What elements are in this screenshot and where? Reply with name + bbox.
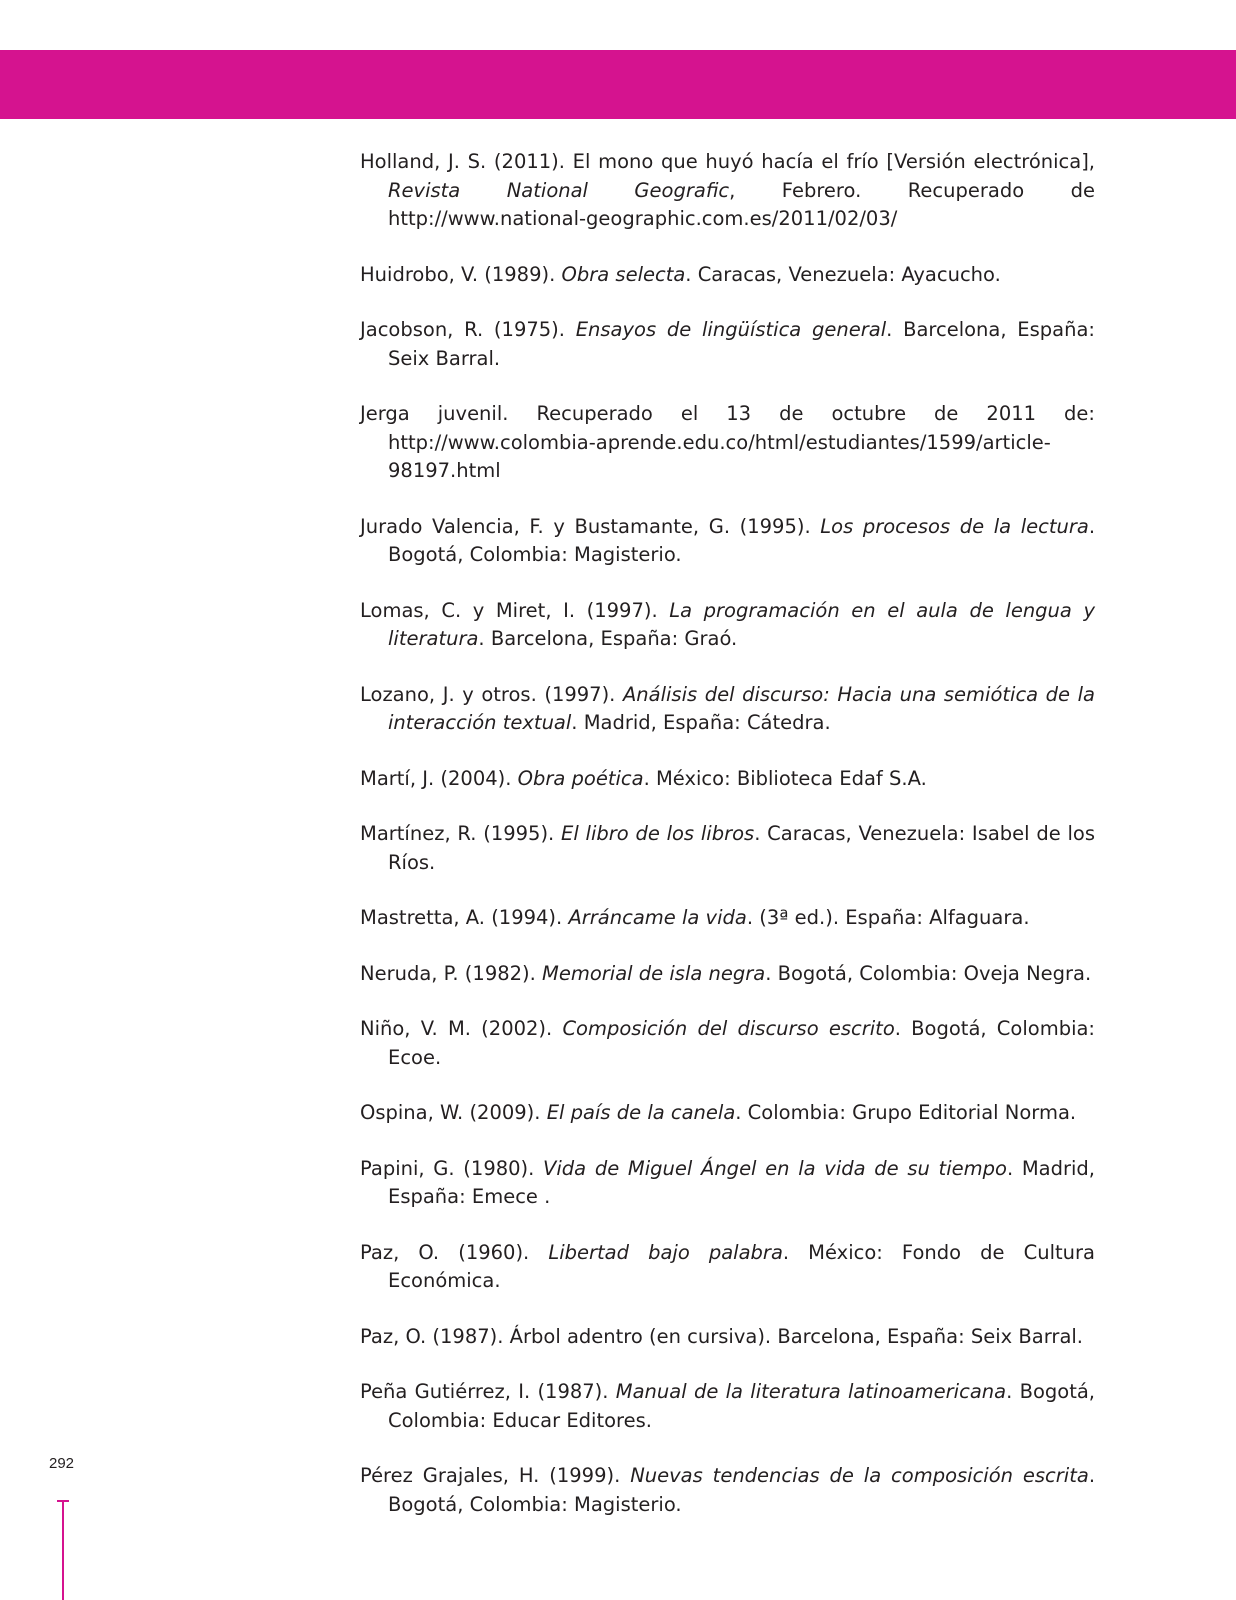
reference-title: El libro de los libros — [561, 822, 755, 845]
reference-entry — [360, 1323, 1095, 1352]
reference-title: Vida de Miguel Ángel en la vida de su tiempo — [543, 1156, 1007, 1180]
reference-prefix: Neruda, P. (1982). — [360, 961, 543, 985]
reference-prefix: Jacobson, R. (1975). — [360, 318, 576, 341]
reference-suffix: . Caracas, Venezuela: Isabel de los Ríos. — [388, 822, 1095, 874]
reference-prefix: Holland, J. S. (2011). El mono que huyó hacía el frío [Versión electrónica], — [360, 150, 1095, 173]
reference-suffix: . Bogotá, Colombia: Ecoe. — [388, 1017, 1096, 1069]
reference-prefix: Lomas, C. y Miret, I. (1997). — [360, 598, 670, 622]
reference-title: Revista National Geografic — [388, 178, 730, 202]
reference-entry — [360, 820, 1095, 877]
reference-entry — [360, 960, 1095, 989]
reference-entry — [360, 597, 1095, 654]
reference-suffix: . (3ª ed.). España: Alfaguara. — [746, 906, 1030, 929]
reference-entry — [360, 1155, 1095, 1212]
reference-suffix: . Bogotá, Colombia: Oveja Negra. — [765, 961, 1092, 985]
reference-title: Memorial de isla negra — [542, 961, 766, 985]
reference-suffix: . Bogotá, Colombia: Magisterio. — [388, 1464, 1096, 1516]
reference-title: Arráncame la vida — [568, 906, 747, 929]
reference-suffix: . México: Biblioteca Edaf S.A. — [643, 766, 927, 790]
reference-prefix: Martínez, R. (1995). — [360, 822, 562, 845]
reference-entry — [360, 904, 1095, 933]
reference-title: Análisis del discurso: Hacia una semiótica de la interacción textual — [388, 682, 1095, 734]
reference-entry — [360, 400, 1095, 486]
reference-suffix: . Caracas, Venezuela: Ayacucho. — [685, 262, 1001, 286]
reference-suffix: , Febrero. Recuperado de http://www.national-geographic.com.es/2011/02/03/ — [388, 178, 1095, 230]
reference-prefix: Paz, O. (1960). — [360, 1240, 549, 1264]
header-band — [0, 50, 1236, 119]
reference-prefix: Huidrobo, V. (1989). — [360, 262, 562, 286]
reference-prefix: Pérez Grajales, H. (1999). — [360, 1464, 631, 1487]
reference-prefix: Martí, J. (2004). — [360, 766, 518, 790]
reference-title: Ensayos de lingüística general — [575, 318, 887, 341]
reference-prefix: Jurado Valencia, F. y Bustamante, G. (1995). — [360, 514, 821, 538]
reference-entry — [360, 765, 1095, 794]
reference-entry — [360, 1099, 1095, 1128]
reference-prefix: Ospina, W. (2009). — [360, 1101, 547, 1124]
reference-suffix: . Bogotá, Colombia: Educar Editores. — [388, 1380, 1095, 1432]
reference-entry — [360, 316, 1095, 373]
reference-prefix: Paz, O. (1987). Árbol adentro (en cursiva). Barcelona, España: Seix Barral. — [360, 1324, 1084, 1348]
reference-prefix: Mastretta, A. (1994). — [360, 906, 569, 929]
reference-suffix: . Barcelona, España: Graó. — [478, 627, 738, 650]
reference-prefix: Peña Gutiérrez, I. (1987). — [360, 1380, 616, 1403]
reference-suffix: . Madrid, España: Cátedra. — [571, 711, 831, 734]
reference-entry — [360, 1239, 1095, 1296]
reference-entry — [360, 148, 1095, 234]
reference-entry — [360, 1462, 1095, 1519]
reference-suffix: . Colombia: Grupo Editorial Norma. — [735, 1101, 1077, 1124]
reference-title: La programación en el aula de lengua y literatura — [388, 598, 1095, 650]
reference-suffix: . México: Fondo de Cultura Económica. — [388, 1240, 1095, 1292]
reference-title: El país de la canela — [546, 1101, 736, 1124]
reference-prefix: Papini, G. (1980). — [360, 1156, 544, 1180]
reference-title: Nuevas tendencias de la composición escrita — [630, 1464, 1089, 1487]
reference-prefix: Niño, V. M. (2002). — [360, 1017, 563, 1040]
reference-title: Composición del discurso escrito — [562, 1017, 895, 1040]
page-number: 292 — [49, 1455, 75, 1472]
reference-entry — [360, 1378, 1095, 1435]
reference-entry — [360, 681, 1095, 738]
reference-title: Obra selecta — [561, 262, 686, 286]
reference-entry — [360, 1015, 1095, 1072]
reference-title: Los procesos de la lectura — [820, 514, 1089, 538]
reference-suffix: . Madrid, España: Emece . — [388, 1156, 1095, 1208]
reference-suffix: . Barcelona, España: Seix Barral. — [388, 318, 1095, 370]
reference-prefix: Jerga juvenil. Recuperado el 13 de octubre de 2011 de: http://www.colombia-aprende.edu.co/html/estudiantes/1599/article-98197.html — [360, 402, 1095, 482]
margin-marker-line — [62, 1500, 64, 1600]
reference-entry — [360, 261, 1095, 290]
reference-title: Obra poética — [517, 766, 644, 790]
reference-prefix: Lozano, J. y otros. (1997). — [360, 682, 623, 706]
reference-title: Libertad bajo palabra — [548, 1240, 783, 1264]
reference-list — [360, 148, 1095, 1546]
reference-title: Manual de la literatura latinoamericana — [615, 1380, 1007, 1403]
reference-entry — [360, 513, 1095, 570]
reference-suffix: . Bogotá, Colombia: Magisterio. — [388, 514, 1096, 566]
